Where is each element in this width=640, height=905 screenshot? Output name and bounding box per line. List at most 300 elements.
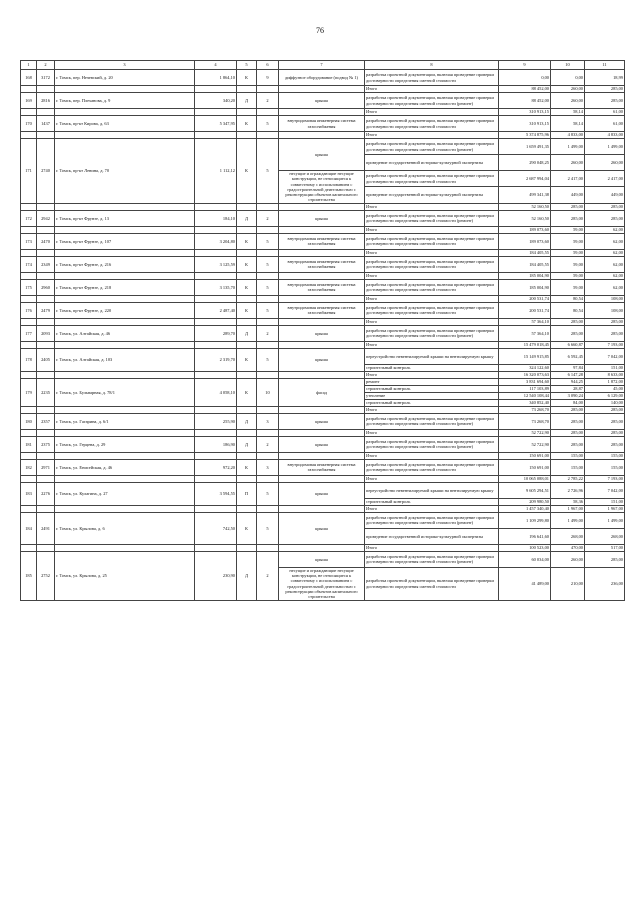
work-cell: Итого xyxy=(365,371,499,378)
floors-cell: 5 xyxy=(257,279,279,295)
code-cell xyxy=(37,544,55,551)
unit-cost-cell: 59,00 xyxy=(551,226,585,233)
row-number: 183 xyxy=(21,482,37,505)
type-cell xyxy=(237,371,257,378)
limit-cost-cell: 61,00 xyxy=(585,116,625,132)
address-cell xyxy=(55,371,195,378)
type-cell: К xyxy=(237,378,257,406)
limit-cost-cell: 108,00 xyxy=(585,295,625,302)
row-number: 177 xyxy=(21,325,37,341)
unit-cost-cell: 2 785,22 xyxy=(551,475,585,482)
code-cell xyxy=(37,132,55,139)
cost-cell: 88 452,00 xyxy=(499,86,551,93)
work-cell: строительный контроль xyxy=(365,385,499,392)
limit-cost-cell: 140,00 xyxy=(585,399,625,406)
limit-cost-cell: 285,00 xyxy=(585,86,625,93)
area-cell: 3 204,80 xyxy=(195,233,237,249)
work-cell: Итого xyxy=(365,406,499,413)
limit-cost-cell: 7 042,00 xyxy=(585,482,625,498)
row-number: 178 xyxy=(21,348,37,371)
unit-cost-cell: 2 726,96 xyxy=(551,482,585,498)
floors-cell: 2 xyxy=(257,551,279,600)
unit-cost-cell: 59,00 xyxy=(551,249,585,256)
floors-cell xyxy=(257,371,279,378)
cost-cell: 185 004,90 xyxy=(499,279,551,295)
work-cell: разработка проектной документации, включая проведение проверки достоверности определения сметной стоимости (ремонт) xyxy=(365,139,499,155)
address-cell: г. Томск, ул. Гагарина, д. 6/1 xyxy=(55,413,195,429)
total-row xyxy=(21,295,625,302)
area-cell: 5 347,95 xyxy=(195,116,237,132)
address-cell xyxy=(55,318,195,325)
table-row xyxy=(21,279,625,295)
limit-cost-cell: 62,00 xyxy=(585,233,625,249)
cost-cell: 73 268,70 xyxy=(499,413,551,429)
code-cell: 2479 xyxy=(37,302,55,318)
address-cell: г. Томск, ул. Герцена, д. 29 xyxy=(55,436,195,452)
cost-cell: 15 149 915,85 xyxy=(499,348,551,364)
type-cell: К xyxy=(237,512,257,544)
table-row xyxy=(21,378,625,385)
table-row xyxy=(21,70,625,86)
address-cell xyxy=(55,226,195,233)
unit-cost-cell: 4 833,00 xyxy=(551,132,585,139)
work-cell: Итого xyxy=(365,452,499,459)
address-cell: г. Томск, ул. Бульварная, д. 78/1 xyxy=(55,378,195,406)
unit-cost-cell: 285,00 xyxy=(551,203,585,210)
address-cell: г. Томск, ул. Алтайская, д. 103 xyxy=(55,348,195,371)
floors-cell: 3 xyxy=(257,459,279,475)
cost-cell: 184 405,55 xyxy=(499,249,551,256)
floors-cell: 9 xyxy=(257,70,279,86)
cost-cell: 150 691,00 xyxy=(499,459,551,475)
work-cell: Итого xyxy=(365,318,499,325)
unit-cost-cell: 6 592,45 xyxy=(551,348,585,364)
area-cell: 230,90 xyxy=(195,551,237,600)
element-cell xyxy=(279,475,365,482)
table-row xyxy=(21,436,625,452)
area-cell xyxy=(195,109,237,116)
cost-cell: 15 479 018,45 xyxy=(499,341,551,348)
cost-cell: 3 831 694,60 xyxy=(499,378,551,385)
address-cell: г. Томск, ул. Кулагина, д. 27 xyxy=(55,482,195,505)
limit-cost-cell: 8 633,00 xyxy=(585,371,625,378)
cost-cell: 209 980,50 xyxy=(499,498,551,505)
col-header: 6 xyxy=(257,61,279,70)
work-cell: Итого xyxy=(365,109,499,116)
floors-cell: 10 xyxy=(257,378,279,406)
work-cell: утепление xyxy=(365,392,499,399)
address-cell xyxy=(55,86,195,93)
unit-cost-cell: 285,00 xyxy=(551,413,585,429)
address-cell: г. Томск, пр-кт Фрунзе, д. 13 xyxy=(55,210,195,226)
work-cell: разработка проектной документации, включая проведение проверки достоверности определения сметной стоимости (ремонт) xyxy=(365,436,499,452)
element-cell xyxy=(279,132,365,139)
limit-cost-cell: 285,00 xyxy=(585,325,625,341)
type-cell: К xyxy=(237,459,257,475)
total-row xyxy=(21,505,625,512)
cost-cell: 100 523,00 xyxy=(499,544,551,551)
element-cell xyxy=(279,452,365,459)
floors-cell xyxy=(257,475,279,482)
unit-cost-cell: 260,00 xyxy=(551,86,585,93)
type-cell xyxy=(237,429,257,436)
type-cell xyxy=(237,544,257,551)
cost-cell: 2 687 994,04 xyxy=(499,171,551,187)
limit-cost-cell: 62,00 xyxy=(585,272,625,279)
cost-cell: 52 722,90 xyxy=(499,436,551,452)
address-cell xyxy=(55,429,195,436)
limit-cost-cell: 2 417,00 xyxy=(585,171,625,187)
limit-cost-cell: 62,00 xyxy=(585,279,625,295)
unit-cost-cell: 97,84 xyxy=(551,364,585,371)
address-cell xyxy=(55,452,195,459)
code-cell: 2816 xyxy=(37,93,55,109)
cost-cell: 310 913,15 xyxy=(499,116,551,132)
work-cell: разработка проектной документации, включая проведение проверки достоверности определения сметной стоимости xyxy=(365,70,499,86)
col-header: 10 xyxy=(551,61,585,70)
table-row xyxy=(21,551,625,567)
limit-cost-cell: 285,00 xyxy=(585,551,625,567)
limit-cost-cell: 285,00 xyxy=(585,406,625,413)
total-row xyxy=(21,406,625,413)
element-cell xyxy=(279,109,365,116)
work-cell: строительный контроль xyxy=(365,364,499,371)
row-number: 173 xyxy=(21,233,37,249)
code-cell xyxy=(37,318,55,325)
unit-cost-cell: 2 417,00 xyxy=(551,171,585,187)
work-cell: разработка проектной документации, включая проведение проверки достоверности определения сметной стоимости (ремонт) xyxy=(365,93,499,109)
element-cell: крыша xyxy=(279,482,365,505)
area-cell: 255,90 xyxy=(195,413,237,429)
element-cell xyxy=(279,272,365,279)
code-cell xyxy=(37,249,55,256)
total-row xyxy=(21,109,625,116)
row-number xyxy=(21,341,37,348)
element-cell xyxy=(279,406,365,413)
element-cell: внутридомовая инженерная система газоснабжения xyxy=(279,302,365,318)
code-cell: 2971 xyxy=(37,459,55,475)
floors-cell: 5 xyxy=(257,256,279,272)
page-number: 76 xyxy=(316,26,324,35)
row-number: 185 xyxy=(21,551,37,600)
floors-cell: 5 xyxy=(257,348,279,371)
address-cell xyxy=(55,341,195,348)
code-cell: 3172 xyxy=(37,70,55,86)
area-cell xyxy=(195,544,237,551)
cost-cell: 150 691,00 xyxy=(499,452,551,459)
work-cell: разработка проектной документации, включая проведение проверки достоверности определения сметной стоимости xyxy=(365,171,499,187)
work-cell: разработка проектной документации, включая проведение проверки достоверности определения сметной стоимости xyxy=(365,302,499,318)
work-cell: проведение государственной историко-культурной экспертизы xyxy=(365,155,499,171)
unit-cost-cell: 1 499,00 xyxy=(551,139,585,155)
address-cell: г. Томск, пр-кт Фрунзе, д. 220 xyxy=(55,302,195,318)
cost-cell: 324 122,60 xyxy=(499,364,551,371)
row-number xyxy=(21,544,37,551)
limit-cost-cell: 155,00 xyxy=(585,459,625,475)
row-number: 176 xyxy=(21,302,37,318)
total-row xyxy=(21,475,625,482)
floors-cell: 2 xyxy=(257,325,279,341)
total-row xyxy=(21,318,625,325)
limit-cost-cell: 517,00 xyxy=(585,544,625,551)
type-cell: П xyxy=(237,482,257,505)
table-row xyxy=(21,348,625,364)
address-cell: г. Томск, пер. Плеханова, д. 9 xyxy=(55,93,195,109)
area-cell: 972,20 xyxy=(195,459,237,475)
work-cell: строительный контроль xyxy=(365,399,499,406)
work-cell: разработка проектной документации, включая проведение проверки достоверности определения сметной стоимости xyxy=(365,233,499,249)
type-cell xyxy=(237,249,257,256)
unit-cost-cell: 84,00 xyxy=(551,399,585,406)
row-number: 175 xyxy=(21,279,37,295)
code-cell: 2491 xyxy=(37,512,55,544)
element-cell: несущие и ограждающие несущие конструкции, не относящиеся к совместному с использованием с градостроительной деятельностью с реконструкции объектов капитального строительства xyxy=(279,567,365,600)
col-header: 4 xyxy=(195,61,237,70)
cost-cell: 5 374 875,96 xyxy=(499,132,551,139)
code-cell: 2093 xyxy=(37,325,55,341)
code-cell: 2375 xyxy=(37,436,55,452)
code-cell xyxy=(37,272,55,279)
floors-cell xyxy=(257,544,279,551)
area-cell xyxy=(195,429,237,436)
type-cell xyxy=(237,505,257,512)
cost-cell: 52 160,50 xyxy=(499,210,551,226)
work-cell: Итого xyxy=(365,544,499,551)
code-cell xyxy=(37,429,55,436)
code-cell: 2942 xyxy=(37,210,55,226)
code-cell xyxy=(37,341,55,348)
area-cell: 2 487,40 xyxy=(195,302,237,318)
address-cell: г. Томск, ул. Енисейская, д. 46 xyxy=(55,459,195,475)
table-row xyxy=(21,116,625,132)
unit-cost-cell: 58,14 xyxy=(551,116,585,132)
col-header: 1 xyxy=(21,61,37,70)
element-cell xyxy=(279,203,365,210)
total-row xyxy=(21,452,625,459)
limit-cost-cell: 285,00 xyxy=(585,93,625,109)
type-cell xyxy=(237,226,257,233)
address-cell xyxy=(55,249,195,256)
address-cell xyxy=(55,544,195,551)
area-cell xyxy=(195,371,237,378)
unit-cost-cell: 59,00 xyxy=(551,272,585,279)
total-row xyxy=(21,132,625,139)
floors-cell: 5 xyxy=(257,139,279,204)
row-number: 170 xyxy=(21,116,37,132)
address-cell: г. Томск, ул. Крылова, д. 25 xyxy=(55,551,195,600)
element-cell: крыша xyxy=(279,436,365,452)
cost-cell: 189 073,60 xyxy=(499,233,551,249)
address-cell xyxy=(55,132,195,139)
address-cell xyxy=(55,406,195,413)
area-cell xyxy=(195,295,237,302)
cost-cell: 52 160,50 xyxy=(499,203,551,210)
code-cell xyxy=(37,295,55,302)
work-cell: проведение государственной историко-культурной экспертизы xyxy=(365,528,499,544)
row-number xyxy=(21,203,37,210)
row-number: 180 xyxy=(21,413,37,429)
table-row xyxy=(21,93,625,109)
limit-cost-cell: 62,00 xyxy=(585,256,625,272)
row-number: 172 xyxy=(21,210,37,226)
row-number: 182 xyxy=(21,459,37,475)
total-row xyxy=(21,249,625,256)
unit-cost-cell: 285,00 xyxy=(551,436,585,452)
code-cell: 1437 xyxy=(37,116,55,132)
area-cell xyxy=(195,505,237,512)
total-row xyxy=(21,86,625,93)
cost-cell: 310 913,15 xyxy=(499,109,551,116)
area-cell: 3 125,59 xyxy=(195,256,237,272)
table-row xyxy=(21,459,625,475)
floors-cell xyxy=(257,132,279,139)
cost-cell: 1 457 340,40 xyxy=(499,505,551,512)
address-cell: г. Томск, пр-кт Фрунзе, д. 218 xyxy=(55,279,195,295)
work-cell: строительный контроль xyxy=(365,498,499,505)
floors-cell xyxy=(257,505,279,512)
type-cell xyxy=(237,109,257,116)
table-row xyxy=(21,413,625,429)
code-cell xyxy=(37,203,55,210)
limit-cost-cell: 62,00 xyxy=(585,226,625,233)
address-cell xyxy=(55,505,195,512)
type-cell xyxy=(237,406,257,413)
table-row xyxy=(21,302,625,318)
work-cell: Итого xyxy=(365,505,499,512)
work-cell: разработка проектной документации, включая проведение проверки достоверности определения сметной стоимости xyxy=(365,567,499,600)
type-cell: К xyxy=(237,302,257,318)
limit-cost-cell: 1 499,00 xyxy=(585,139,625,155)
limit-cost-cell: 155,00 xyxy=(585,452,625,459)
floors-cell xyxy=(257,452,279,459)
code-cell: 2235 xyxy=(37,378,55,406)
unit-cost-cell: 285,00 xyxy=(551,325,585,341)
table-row xyxy=(21,325,625,341)
unit-cost-cell: 449,00 xyxy=(551,187,585,203)
work-cell: разработка проектной документации, включая проведение проверки достоверности определения сметной стоимости (ремонт) xyxy=(365,551,499,567)
limit-cost-cell: 18,99 xyxy=(585,70,625,86)
col-header: 8 xyxy=(365,61,499,70)
work-cell: Итого xyxy=(365,429,499,436)
unit-cost-cell: 6 147,28 xyxy=(551,371,585,378)
work-cell: ремонт xyxy=(365,378,499,385)
code-cell: 2357 xyxy=(37,413,55,429)
code-cell: 2276 xyxy=(37,482,55,505)
cost-cell: 12 540 108,44 xyxy=(499,392,551,399)
row-number: 168 xyxy=(21,70,37,86)
unit-cost-cell: 80,54 xyxy=(551,302,585,318)
limit-cost-cell: 268,00 xyxy=(585,528,625,544)
work-cell: переустройство невентилируемой крыши на вентилируемую крышу xyxy=(365,482,499,498)
element-cell: крыша xyxy=(279,139,365,171)
limit-cost-cell: 285,00 xyxy=(585,429,625,436)
cost-cell: 52 722,90 xyxy=(499,429,551,436)
type-cell: К xyxy=(237,70,257,86)
cost-cell: 73 268,70 xyxy=(499,406,551,413)
area-cell: 289,70 xyxy=(195,325,237,341)
element-cell xyxy=(279,86,365,93)
unit-cost-cell: 285,00 xyxy=(551,210,585,226)
address-cell: г. Томск, пр-кт Ленина, д. 70 xyxy=(55,139,195,204)
row-number: 174 xyxy=(21,256,37,272)
address-cell: г. Томск, ул. Алтайская, д. 46 xyxy=(55,325,195,341)
limit-cost-cell: 62,00 xyxy=(585,249,625,256)
element-cell: внутридомовая инженерная система газоснабжения xyxy=(279,279,365,295)
limit-cost-cell: 449,00 xyxy=(585,187,625,203)
element-cell xyxy=(279,295,365,302)
row-number: 179 xyxy=(21,378,37,406)
total-row xyxy=(21,371,625,378)
work-cell: переустройство невентилируемой крыши на вентилируемую крышу xyxy=(365,348,499,364)
row-number xyxy=(21,371,37,378)
column-numbers-row xyxy=(21,61,625,70)
code-cell: 2960 xyxy=(37,279,55,295)
limit-cost-cell: 1 872,00 xyxy=(585,378,625,385)
cost-cell: 41 489,00 xyxy=(499,567,551,600)
row-number xyxy=(21,295,37,302)
floors-cell xyxy=(257,249,279,256)
unit-cost-cell: 470,00 xyxy=(551,544,585,551)
row-number xyxy=(21,452,37,459)
work-cell: Итого xyxy=(365,295,499,302)
limit-cost-cell: 7 193,00 xyxy=(585,341,625,348)
row-number xyxy=(21,505,37,512)
work-cell: Итого xyxy=(365,341,499,348)
row-number xyxy=(21,132,37,139)
col-header: 9 xyxy=(499,61,551,70)
row-number: 169 xyxy=(21,93,37,109)
element-cell: внутридомовая инженерная система газоснабжения xyxy=(279,116,365,132)
element-cell xyxy=(279,318,365,325)
unit-cost-cell: 285,00 xyxy=(551,318,585,325)
cost-cell: 184 405,55 xyxy=(499,256,551,272)
row-number xyxy=(21,226,37,233)
area-cell: 2 319,70 xyxy=(195,348,237,371)
type-cell: Д xyxy=(237,210,257,226)
area-cell: 742,50 xyxy=(195,512,237,544)
limit-cost-cell: 6 129,00 xyxy=(585,392,625,399)
area-cell xyxy=(195,475,237,482)
row-number xyxy=(21,406,37,413)
unit-cost-cell: 80,54 xyxy=(551,295,585,302)
element-cell xyxy=(279,505,365,512)
area-cell xyxy=(195,249,237,256)
code-cell xyxy=(37,86,55,93)
unit-cost-cell: 6 660,87 xyxy=(551,341,585,348)
address-cell xyxy=(55,203,195,210)
unit-cost-cell: 155,00 xyxy=(551,452,585,459)
table-row xyxy=(21,512,625,528)
work-cell: Итого xyxy=(365,226,499,233)
type-cell: К xyxy=(237,139,257,204)
limit-cost-cell: 260,00 xyxy=(585,155,625,171)
unit-cost-cell: 59,00 xyxy=(551,233,585,249)
type-cell xyxy=(237,475,257,482)
code-cell xyxy=(37,505,55,512)
work-cell: разработка проектной документации, включая проведение проверки достоверности определения сметной стоимости xyxy=(365,116,499,132)
type-cell xyxy=(237,295,257,302)
code-cell xyxy=(37,475,55,482)
table-body xyxy=(21,70,625,601)
work-cell: разработка проектной документации, включая проведение проверки достоверности определения сметной стоимости xyxy=(365,256,499,272)
work-cell: Итого xyxy=(365,86,499,93)
address-cell xyxy=(55,109,195,116)
floors-cell: 5 xyxy=(257,482,279,505)
address-cell xyxy=(55,272,195,279)
row-number xyxy=(21,429,37,436)
type-cell xyxy=(237,318,257,325)
type-cell: Д xyxy=(237,413,257,429)
